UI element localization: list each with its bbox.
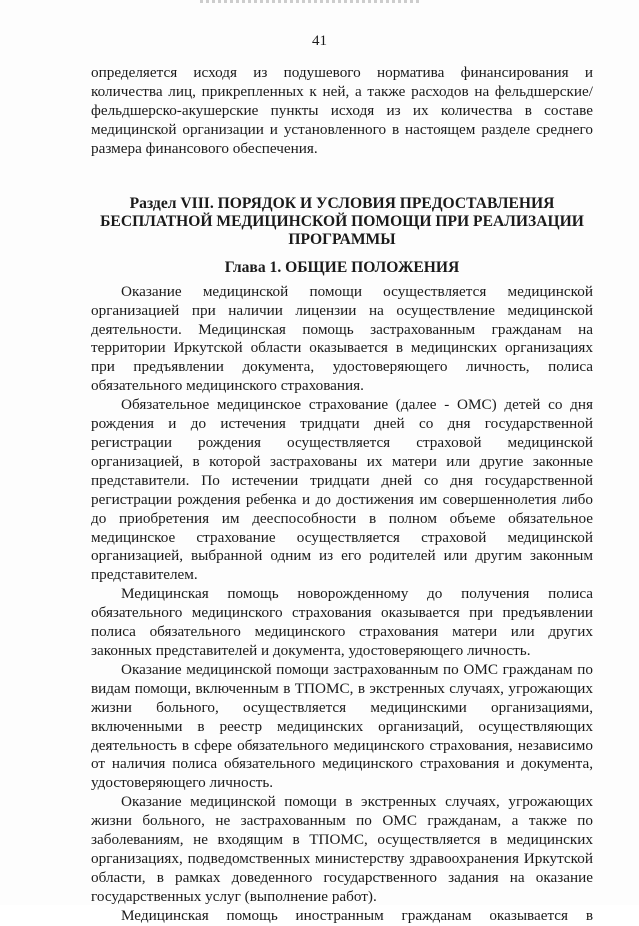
paragraph-1: Оказание медицинской помощи осуществляется медицинской организацией при наличии лицензии на осуществление медицинской деятельности. Медицинская помощь застрахованным гражданам на территории Иркутской области оказывается в медицинских организациях при предъявлении документа, удостоверяющего личность, полиса обязательного медицинского страхования. <box>91 282 593 395</box>
paragraph-4: Оказание медицинской помощи застрахованным по ОМС гражданам по видам помощи, включенным в ТПОМС, в экстренных случаях, угрожающих жизни больного, осуществляется медицинскими организациями, включенными в реестр медицинских организаций, осуществляющих деятельность в сфере обязательного медицинского страхования, независимо от наличия полиса обязательного медицинского страхования и документа, удостоверяющего личность. <box>91 660 593 792</box>
chapter-heading: Глава 1. ОБЩИЕ ПОЛОЖЕНИЯ <box>224 258 460 276</box>
section-heading: Раздел VIII. ПОРЯДОК И УСЛОВИЯ ПРЕДОСТАВЛЕНИЯ БЕСПЛАТНОЙ МЕДИЦИНСКОЙ ПОМОЩИ ПРИ РЕАЛИЗАЦИИ ПРОГРАММЫ <box>100 194 584 249</box>
scan-artifact <box>200 0 420 3</box>
intro-paragraph: определяется исходя из подушевого норматива финансирования и количества лиц, прикрепленных к ней, а также расходов на фельдшерские/фельдшерско-акушерские пункты исходя из их количества в составе медицинской организации и установленного в настоящем разделе среднего размера финансового обеспечения. <box>91 64 593 157</box>
document-body <box>91 64 593 926</box>
page-number: 41 <box>312 33 327 49</box>
paragraph-5: Оказание медицинской помощи в экстренных случаях, угрожающих жизни больного, не застрахованным по ОМС гражданам, а также по заболеваниям, не входящим в ТПОМС, осуществляется в медицинских организациях, подведомственных министерству здравоохранения Иркутской области, в рамках доведенного государственного задания на оказание государственных услуг (выполнение работ). <box>91 793 593 905</box>
paragraph-6: Медицинская помощь иностранным гражданам оказывается в <box>121 906 593 924</box>
paragraph-3: Медицинская помощь новорожденному до получения полиса обязательного медицинского страхования оказывается при предъявлении полиса обязательного медицинского страхования матери или других законных представителей и документа, удостоверяющего личность. <box>91 585 593 659</box>
paragraph-2: Обязательное медицинское страхование (далее - ОМС) детей со дня рождения и до истечения тридцати дней со дня государственной регистрации рождения осуществляется страховой медицинской организацией, в которой застрахованы их матери или другие законные представители. По истечении тридцати дней со дня государственной регистрации рождения ребенка и до достижения им совершеннолетия либо до приобретения им дееспособности в полном объеме обязательное медицинское страхование осуществляется страховой медицинской организацией, выбранной одним из его родителей или другим законным представителем. <box>91 396 593 584</box>
